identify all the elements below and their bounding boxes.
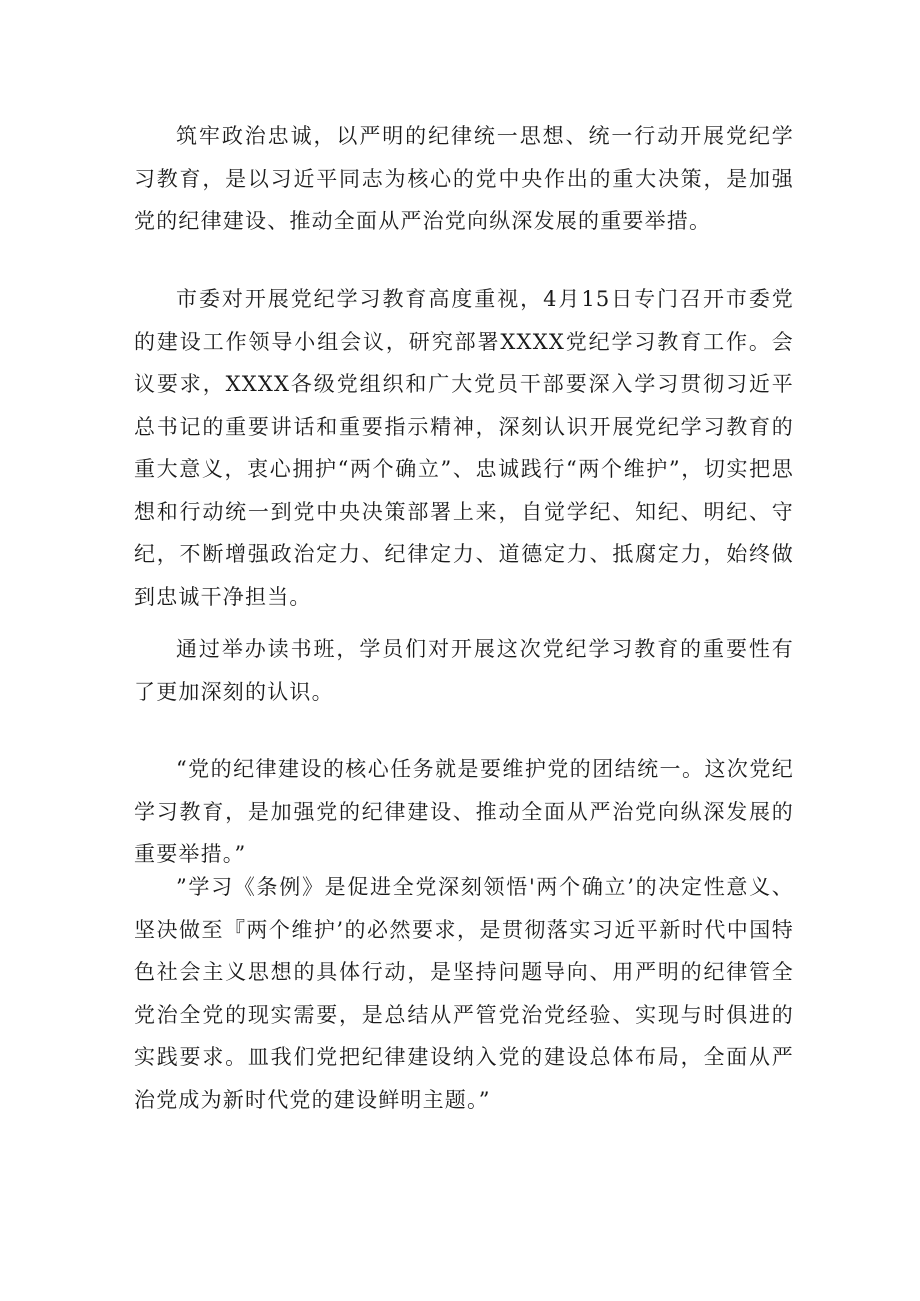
paragraph-4: “党的纪律建设的核心任务就是要维护党的团结统一。这次党纪学习教育，是加强党的纪律建设、推动全面从严治党向纵深发展的重要举措。” — [134, 757, 794, 866]
paragraph-2: 市委对开展党纪学习教育高度重视，4月15日专门召开市委党的建设工作领导小组会议，研究部署XXXX党纪学习教育工作。会议要求，XXXX各级党组织和广大党员干部要深入学习贯彻习近平总书记的重要讲话和重要指示精神，深刻认识开展党纪学习教育的重大意义，衷心拥护“两个确立”、忠诚践行“两个维护”，切实把思想和行动统一到党中央决策部署上来，自觉学纪、知纪、明纪、守纪，不断增强政治定力、纪律定力、道德定力、抵腐定力，始终做到忠诚干净担当。 — [134, 287, 794, 609]
paragraph-1: 筑牢政治忠诚，以严明的纪律统一思想、统一行动开展党纪学习教育，是以习近平同志为核心的党中央作出的重大决策，是加强党的纪律建设、推动全面从严治党向纵深发展的重要举措。 — [134, 124, 794, 233]
paragraph-3: 通过举办读书班，学员们对开展这次党纪学习教育的重要性有了更加深刻的认识。 — [134, 637, 794, 704]
paragraph-5: ”学习《条例》是促进全党深刻领悟'两个确立’的决定性意义、坚决做至『两个维护’的必然要求，是贯彻落实习近平新时代中国特色社会主义思想的具体行动，是坚持问题导向、用严明的纪律管全党治全党的现实需要，是总结从严管党治党经验、实现与时俱进的实践要求。皿我们党把纪律建设纳入党的建设总体布局，全面从严治党成为新时代党的建设鲜明主题。” — [134, 875, 794, 1112]
